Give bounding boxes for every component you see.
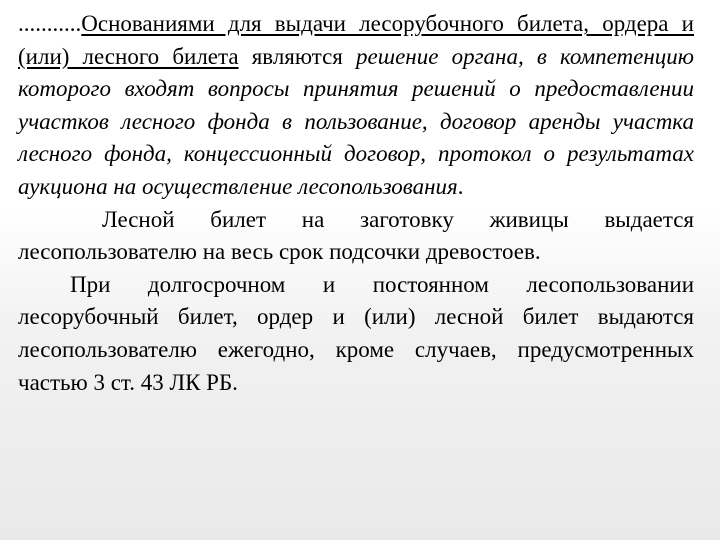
plain-phrase: являются (238, 43, 357, 69)
leading-dots: ........... (18, 11, 82, 36)
italic-phrase: решение органа, в компетенцию которого входят вопросы принятия решений о предоставлении участков лесного фонда в пользование, договор аренды участка лесного фонда, концессионный договор, протокол о результатах аукциона на осуществление лесопользования (18, 43, 694, 199)
paragraph-end: . (457, 173, 464, 199)
text-block (18, 8, 694, 399)
paragraph-resin-ticket: Лесной билет на заготовку живицы выдается лесопользователю на весь срок подсочки древостоев. (18, 206, 694, 265)
paragraph-long-term-use: При долгосрочном и постоянном лесопользовании лесорубочный билет, ордер и (или) лесной билет выдаются лесопользователю ежегодно, кроме случаев, предусмотренных частью 3 ст. 43 ЛК РБ. (18, 271, 694, 395)
underlined-phrase: Основаниями для выдачи лесорубочного билета, ордера и (или) лесного билета (18, 11, 694, 69)
paragraph-grounds (18, 8, 694, 204)
